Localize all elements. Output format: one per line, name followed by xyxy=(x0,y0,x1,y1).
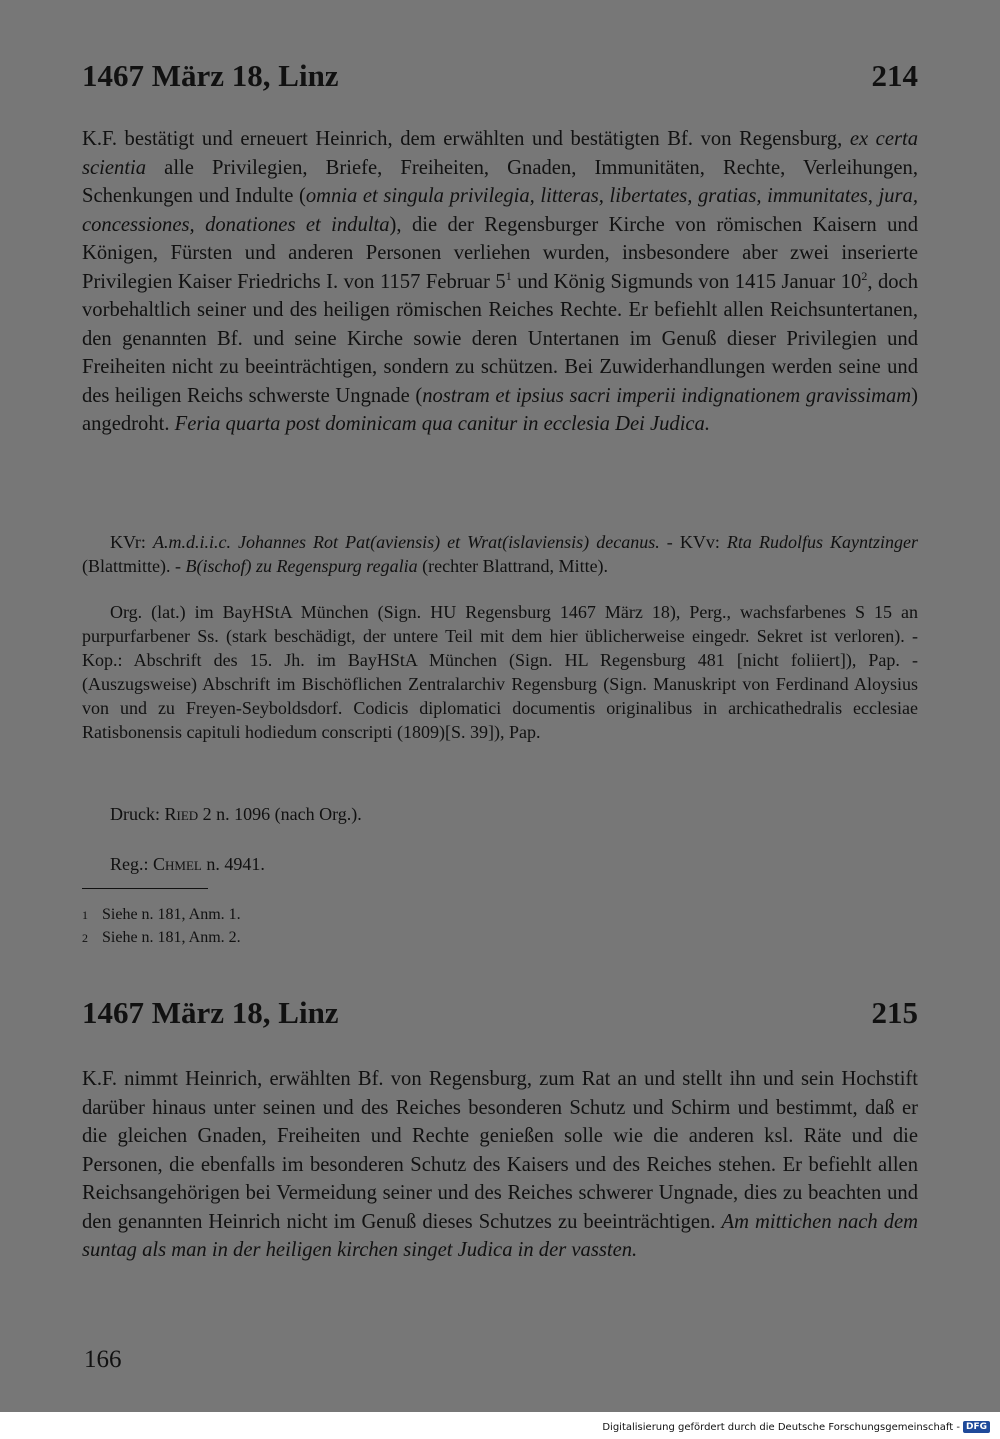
regest-text: alle Privilegien, Briefe, Freiheiten, Gnaden, Immunitäten, Rechte, Verleihungen, Schenkungen und Indulte ( xyxy=(82,156,918,207)
footnote-rule xyxy=(82,888,208,889)
footnote-ref-1: 1 xyxy=(505,268,512,283)
page-number: 166 xyxy=(84,1346,122,1373)
entry-215-regest xyxy=(82,1065,918,1265)
funding-credit xyxy=(602,1421,990,1433)
footnote-text: Siehe n. 181, Anm. 1. xyxy=(102,906,241,923)
kvermerk-latin: Rta Rudolfus Kayntzinger xyxy=(726,532,918,552)
regest-text: , doch vorbehaltlich seiner und des heiligen römischen Reiches Rechte. Er befiehlt allen Reichsuntertanen, den genannten Bf. und seine Kirche sowie deren Untertanen im Genuß dieser Privilegien und Freiheiten nicht zu beeinträchtigen, sondern zu schützen. Bei Zuwiderhandlungen werden seine und des heiligen Reichs schwerste Ungnade ( xyxy=(82,270,918,407)
druck-label: Druck: xyxy=(110,804,165,824)
reg-label: Reg.: xyxy=(110,854,153,874)
dfg-logo: DFG xyxy=(963,1421,990,1433)
regest-text: ) angedroht. xyxy=(82,384,919,435)
regest-latin: omnia et singula privilegia, litteras, libertates, gratias, immunitates, jura, concessiones, donationes et indulta xyxy=(82,185,918,236)
kvermerk-latin: A.m.d.i.i.c. Johannes Rot Pat(aviensis) et Wrat(islaviensis) decanus. xyxy=(152,532,660,552)
reg-line xyxy=(82,852,918,876)
footnote-mark: 2 xyxy=(82,931,88,945)
dating-clause: Feria quarta post dominicam qua canitur in ecclesia Dei Judica. xyxy=(174,413,711,435)
footnote-text: Siehe n. 181, Anm. 2. xyxy=(102,929,241,946)
regest-text: ), die der Regensburger Kirche von römischen Kaisern und Königen, Fürsten und anderen Personen verliehen wurden, insbesondere aber zwei inserierte Privilegien Kaiser Friedrichs I. von 1157 Februar 5 xyxy=(82,213,918,293)
entry-215-number: 215 xyxy=(871,995,918,1030)
kvermerk-text: (rechter Blattrand, Mitte). xyxy=(417,556,609,576)
entry-214-number: 214 xyxy=(871,58,918,93)
entry-214-heading xyxy=(82,58,918,98)
regest-text: K.F. bestätigt und erneuert Heinrich, dem erwählten und bestätigten Bf. von Regensburg, xyxy=(82,128,850,150)
regest-latin: nostram et ipsius sacri imperii indignationem gravissimam xyxy=(422,384,912,407)
kanzleivermerke xyxy=(82,530,918,578)
regest-latin: ex certa scientia xyxy=(82,128,918,179)
footnote-mark: 1 xyxy=(82,908,88,922)
reg-ref: n. 4941. xyxy=(201,854,265,874)
druck-ref: 2 n. 1096 (nach Org.). xyxy=(198,804,362,824)
entry-215-date-place: 1467 März 18, Linz xyxy=(82,995,339,1030)
regest-text: K.F. nimmt Heinrich, erwählten Bf. von Regensburg, zum Rat an und stellt ihn und sein Hochstift darüber hinaus unter seinen und des Reiches besonderen Schutz und Schirm und bestimmt, daß er die gleichen Gnaden, Freiheiten und Rechte genießen solle wie die anderen ksl. Räte und die Personen, die ebenfalls im besonderen Schutz des Kaisers und des Reiches stehen. Er befiehlt allen Reichsangehörigen bei Vermeidung seiner und des Reiches schwerer Ungnade, dies zu beachten und den genannten Heinrich nicht im Genuß dieses Schutzes zu beeinträchtigen. xyxy=(82,1068,918,1233)
druck-line xyxy=(82,802,918,826)
kvermerk-latin: B(ischof) zu Regenspurg regalia xyxy=(185,556,418,576)
footnote-1 xyxy=(82,905,241,925)
entry-215-heading xyxy=(82,995,918,1035)
regest-text: und König Sigmunds von 1415 Januar 10 xyxy=(511,270,862,293)
reg-author: Chmel xyxy=(153,854,202,874)
kvermerk-text: - KVv: xyxy=(659,532,727,552)
entry-214-regest xyxy=(82,125,918,439)
ueberlieferung-text: Org. (lat.) im BayHStA München (Sign. HU Regensburg 1467 März 18), Perg., wachsfarbenes S 15 an purpurfarbener Ss. (stark beschädigt, der untere Teil mit dem hier üblicherweise eingedr. Sekret ist verloren). - Kop.: Abschrift des 15. Jh. im BayHStA München (Sign. HL Regensburg 481 [nicht foliiert]), Pap. - (Auszugsweise) Abschrift im Bischöflichen Zentralarchiv Regensburg (Sign. Manuskript von Ferdinand Aloysius von und zu Freyen-Seyboldsdorf. Codicis diplomatici documentis originalibus in archicathedralis ecclesiae Ratisbonensis capituli hodiedum conscripti (1809)[S. 39]), Pap. xyxy=(82,602,918,742)
dating-clause: Am mittichen nach dem suntag als man in der heiligen kirchen singet Judica in der vassten. xyxy=(82,1210,919,1261)
druck-author: Ried xyxy=(164,804,199,824)
footnote-2 xyxy=(82,928,241,948)
kvermerk-text: (Blattmitte). - xyxy=(82,556,186,576)
footnote-ref-2: 2 xyxy=(861,268,868,283)
ueberlieferung xyxy=(82,600,918,744)
entry-214-date-place: 1467 März 18, Linz xyxy=(82,58,339,93)
kvermerk-text: KVr: xyxy=(110,532,153,552)
credit-text: Digitalisierung gefördert durch die Deutsche Forschungsgemeinschaft - xyxy=(602,1421,960,1433)
